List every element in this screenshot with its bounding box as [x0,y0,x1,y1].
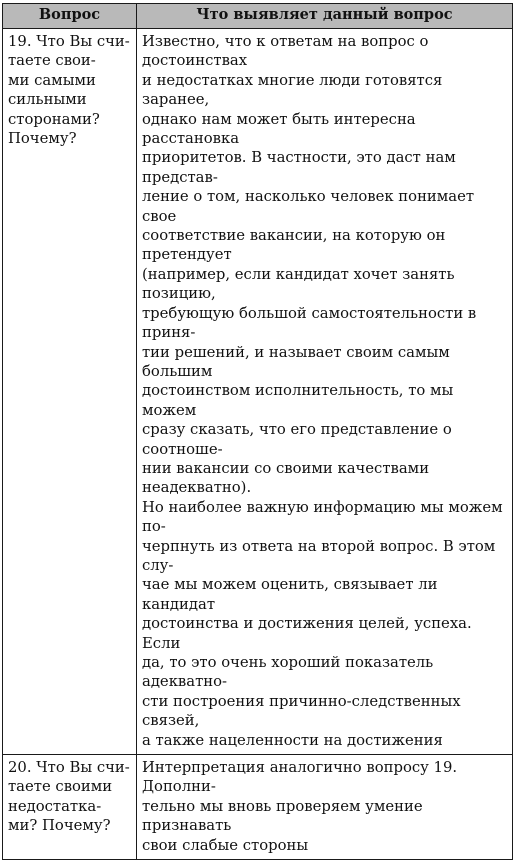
header-reveals: Что выявляет данный вопрос [137,4,513,29]
question-cell: 19. Что Вы счи- таете свои- ми самыми сильными сторонами? Почему? [3,29,137,755]
header-question: Вопрос [3,4,137,29]
interpretation-cell: Известно, что к ответам на вопрос о достоинствах и недостатках многие люди готовятся заранее, однако нам может быть интересна расстановка приоритетов. В частности, это даст нам представ- ление о том, насколько человек понимает свое соответствие вакансии, на которую он претендует (например, если кандидат хочет занять позицию, требующую большой самостоятельности в приня- тии решений, и называет своим самым большим достоинством исполнительность, то мы можем сразу сказать, что его представление о соотноше- нии вакансии со своими качествами неадекватно). Но наиболее важную информацию мы можем по- черпнуть из ответа на второй вопрос. В этом слу- чае мы можем оценить, связывает ли кандидат достоинства и достижения целей, успеха. Если да, то это очень хороший показатель адекватно- сти построения причинно-следственных связей, а также нацеленности на достижения [137,29,513,755]
question-cell: 20. Что Вы счи- таете своими недостатка- ми? Почему? [3,755,137,860]
table-row [3,29,513,755]
interview-questions-table [2,3,513,860]
interpretation-cell: Интерпретация аналогично вопросу 19. Дополни- тельно мы вновь проверяем умение признавать свои слабые стороны [137,755,513,860]
table-header-row [3,4,513,29]
table-row [3,755,513,860]
